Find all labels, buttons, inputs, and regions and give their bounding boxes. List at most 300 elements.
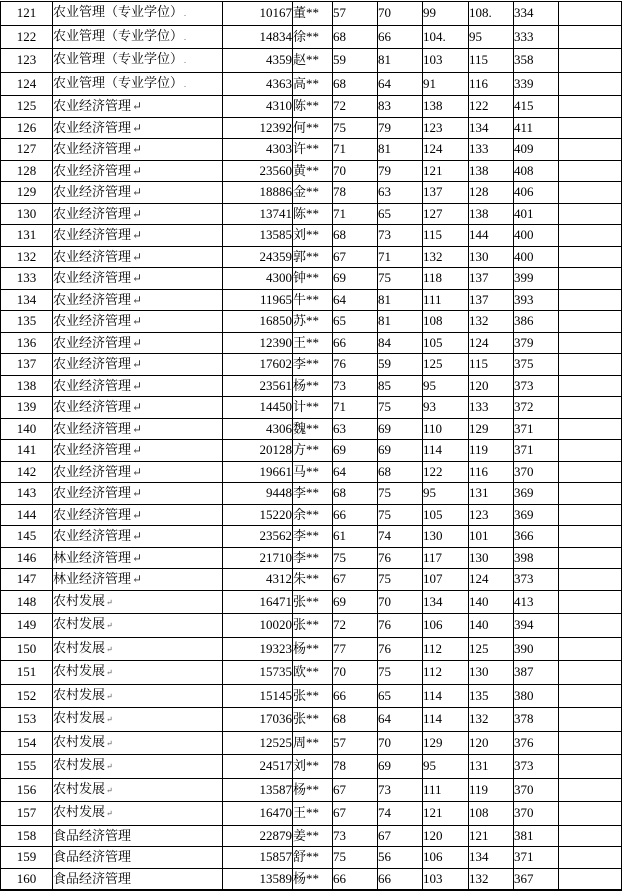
table-row bbox=[1, 483, 622, 505]
cell-score-1: 75 bbox=[333, 847, 378, 869]
cell-score-4: 144 bbox=[469, 225, 514, 247]
cell-score-3: 129 bbox=[423, 731, 469, 755]
cell-empty bbox=[559, 182, 622, 204]
cell-score-4: 101 bbox=[469, 526, 514, 548]
cell-candidate-id: 11965 bbox=[223, 289, 293, 311]
table-row bbox=[1, 569, 622, 591]
cell-program: 农业经济管理↵ bbox=[53, 268, 223, 290]
cell-score-1: 68 bbox=[333, 225, 378, 247]
cell-candidate-name: 高** bbox=[293, 72, 333, 96]
cell-score-2: 69 bbox=[378, 418, 423, 440]
table-row bbox=[1, 25, 622, 49]
cell-candidate-id: 23561 bbox=[223, 375, 293, 397]
cell-score-4: 116 bbox=[469, 72, 514, 96]
cell-score-2: 64 bbox=[378, 708, 423, 732]
cell-empty bbox=[559, 225, 622, 247]
cell-row-number: 146 bbox=[1, 547, 53, 569]
cell-total-score: 369 bbox=[514, 504, 559, 526]
cell-candidate-name: 方** bbox=[293, 440, 333, 462]
cell-row-number: 133 bbox=[1, 268, 53, 290]
cell-candidate-id: 13585 bbox=[223, 225, 293, 247]
cell-program: 农业经济管理↵ bbox=[53, 440, 223, 462]
table-row bbox=[1, 731, 622, 755]
cell-score-3: 132 bbox=[423, 246, 469, 268]
cell-program: 农业经济管理↵ bbox=[53, 418, 223, 440]
cell-total-score: 370 bbox=[514, 802, 559, 826]
cell-total-score: 378 bbox=[514, 708, 559, 732]
table-row bbox=[1, 684, 622, 708]
table-row bbox=[1, 160, 622, 182]
cell-candidate-name: 苏** bbox=[293, 311, 333, 333]
cell-score-3: 108 bbox=[423, 311, 469, 333]
cell-row-number: 121 bbox=[1, 2, 53, 26]
cell-candidate-id: 9448 bbox=[223, 483, 293, 505]
cell-row-number: 132 bbox=[1, 246, 53, 268]
cell-score-3: 122 bbox=[423, 461, 469, 483]
table-row bbox=[1, 246, 622, 268]
table-row bbox=[1, 547, 622, 569]
cell-total-score: 394 bbox=[514, 614, 559, 638]
cell-score-1: 66 bbox=[333, 684, 378, 708]
paragraph-mark: ↵ bbox=[132, 550, 143, 565]
paragraph-mark: ↵ bbox=[106, 668, 113, 677]
cell-candidate-id: 4310 bbox=[223, 96, 293, 118]
cell-score-1: 66 bbox=[333, 332, 378, 354]
cell-total-score: 373 bbox=[514, 375, 559, 397]
cell-candidate-id: 17602 bbox=[223, 354, 293, 376]
cell-candidate-id: 15735 bbox=[223, 661, 293, 685]
cell-score-3: 115 bbox=[423, 225, 469, 247]
cell-score-1: 65 bbox=[333, 311, 378, 333]
paragraph-mark: ↵ bbox=[132, 486, 143, 500]
paragraph-mark: ↵ bbox=[132, 529, 143, 543]
cell-total-score: 398 bbox=[514, 547, 559, 569]
cell-score-1: 64 bbox=[333, 461, 378, 483]
cell-score-1: 71 bbox=[333, 139, 378, 161]
table-row bbox=[1, 354, 622, 376]
cell-program: 农村发展↵ bbox=[53, 637, 223, 661]
cell-candidate-name: 陈** bbox=[293, 96, 333, 118]
cell-score-2: 68 bbox=[378, 461, 423, 483]
cell-score-3: 107 bbox=[423, 569, 469, 591]
cell-row-number: 157 bbox=[1, 802, 53, 826]
cell-row-number: 124 bbox=[1, 72, 53, 96]
cell-total-score: 387 bbox=[514, 661, 559, 685]
cell-score-4: 134 bbox=[469, 117, 514, 139]
cell-candidate-id: 18886 bbox=[223, 182, 293, 204]
cell-score-3: 106 bbox=[423, 614, 469, 638]
cell-candidate-id: 15857 bbox=[223, 847, 293, 869]
cell-score-3: 99 bbox=[423, 2, 469, 26]
cell-score-2: 75 bbox=[378, 483, 423, 505]
cell-empty bbox=[559, 461, 622, 483]
cell-candidate-name: 计** bbox=[293, 397, 333, 419]
cell-program: 农村发展↵ bbox=[53, 590, 223, 614]
cell-score-2: 69 bbox=[378, 440, 423, 462]
cell-score-1: 67 bbox=[333, 246, 378, 268]
cell-empty bbox=[559, 731, 622, 755]
cell-row-number: 127 bbox=[1, 139, 53, 161]
table-row bbox=[1, 117, 622, 139]
cell-score-4: 135 bbox=[469, 684, 514, 708]
table-row bbox=[1, 375, 622, 397]
table-row bbox=[1, 2, 622, 26]
cell-row-number: 135 bbox=[1, 311, 53, 333]
cell-empty bbox=[559, 755, 622, 779]
cell-score-3: 111 bbox=[423, 778, 469, 802]
cell-score-2: 85 bbox=[378, 375, 423, 397]
cell-score-3: 95 bbox=[423, 755, 469, 779]
cell-empty bbox=[559, 160, 622, 182]
cell-score-1: 78 bbox=[333, 182, 378, 204]
cell-empty bbox=[559, 25, 622, 49]
cell-score-2: 79 bbox=[378, 160, 423, 182]
paragraph-mark: ↵ bbox=[132, 378, 143, 393]
cell-total-score: 371 bbox=[514, 440, 559, 462]
table-row bbox=[1, 268, 622, 290]
cell-score-3: 110 bbox=[423, 418, 469, 440]
cell-score-2: 70 bbox=[378, 2, 423, 26]
cell-total-score: 406 bbox=[514, 182, 559, 204]
cell-candidate-id: 17036 bbox=[223, 708, 293, 732]
cell-score-4: 120 bbox=[469, 375, 514, 397]
cell-empty bbox=[559, 354, 622, 376]
cell-candidate-name: 黄** bbox=[293, 160, 333, 182]
cell-candidate-id: 15220 bbox=[223, 504, 293, 526]
cell-candidate-name: 王** bbox=[293, 802, 333, 826]
table-row bbox=[1, 225, 622, 247]
cell-score-3: 134 bbox=[423, 590, 469, 614]
cell-row-number: 151 bbox=[1, 661, 53, 685]
cell-score-2: 70 bbox=[378, 590, 423, 614]
cell-score-3: 117 bbox=[423, 547, 469, 569]
cell-score-2: 56 bbox=[378, 847, 423, 869]
cell-candidate-id: 13587 bbox=[223, 778, 293, 802]
cell-score-4: 125 bbox=[469, 637, 514, 661]
cell-candidate-id: 13589 bbox=[223, 868, 293, 890]
cell-candidate-id: 15145 bbox=[223, 684, 293, 708]
cell-candidate-name: 钟** bbox=[293, 268, 333, 290]
cell-score-4: 115 bbox=[469, 354, 514, 376]
cell-program: 农业经济管理↵ bbox=[53, 203, 223, 225]
cell-program: 农业管理（专业学位）. bbox=[53, 25, 223, 49]
cell-score-1: 75 bbox=[333, 547, 378, 569]
cell-program: 林业经济管理↵ bbox=[53, 547, 223, 569]
cell-row-number: 154 bbox=[1, 731, 53, 755]
cell-candidate-id: 13741 bbox=[223, 203, 293, 225]
cell-candidate-name: 王** bbox=[293, 332, 333, 354]
cell-total-score: 367 bbox=[514, 868, 559, 890]
cell-empty bbox=[559, 590, 622, 614]
cell-score-1: 72 bbox=[333, 96, 378, 118]
cell-score-2: 70 bbox=[378, 731, 423, 755]
cell-score-2: 74 bbox=[378, 802, 423, 826]
cell-program: 食品经济管理 bbox=[53, 847, 223, 869]
cell-score-3: 103 bbox=[423, 868, 469, 890]
cell-program: 农业经济管理↵ bbox=[53, 483, 223, 505]
cell-total-score: 371 bbox=[514, 847, 559, 869]
cell-score-4: 119 bbox=[469, 778, 514, 802]
cell-empty bbox=[559, 547, 622, 569]
paragraph-mark: ↵ bbox=[132, 464, 143, 479]
cell-score-1: 68 bbox=[333, 72, 378, 96]
cell-candidate-name: 舒** bbox=[293, 847, 333, 869]
cell-total-score: 400 bbox=[514, 246, 559, 268]
cell-score-1: 68 bbox=[333, 25, 378, 49]
document-page bbox=[0, 1, 622, 886]
cell-empty bbox=[559, 289, 622, 311]
table-row bbox=[1, 461, 622, 483]
cell-row-number: 139 bbox=[1, 397, 53, 419]
cell-candidate-name: 张** bbox=[293, 614, 333, 638]
cell-empty bbox=[559, 203, 622, 225]
cell-empty bbox=[559, 825, 622, 847]
table-row bbox=[1, 203, 622, 225]
cell-program: 食品经济管理 bbox=[53, 825, 223, 847]
cell-candidate-id: 4363 bbox=[223, 72, 293, 96]
cell-score-2: 76 bbox=[378, 547, 423, 569]
cell-total-score: 413 bbox=[514, 590, 559, 614]
cell-candidate-id: 23560 bbox=[223, 160, 293, 182]
cell-score-3: 123 bbox=[423, 117, 469, 139]
paragraph-mark: ↵ bbox=[132, 400, 143, 414]
cell-score-2: 63 bbox=[378, 182, 423, 204]
cell-score-3: 114 bbox=[423, 708, 469, 732]
cell-score-3: 104. bbox=[423, 25, 469, 49]
cell-score-1: 67 bbox=[333, 802, 378, 826]
cell-score-2: 75 bbox=[378, 504, 423, 526]
cell-empty bbox=[559, 72, 622, 96]
cell-candidate-id: 12525 bbox=[223, 731, 293, 755]
cell-program: 农业经济管理↵ bbox=[53, 139, 223, 161]
cell-candidate-name: 金** bbox=[293, 182, 333, 204]
cell-score-4: 130 bbox=[469, 246, 514, 268]
cell-score-1: 68 bbox=[333, 483, 378, 505]
cell-candidate-name: 姜** bbox=[293, 825, 333, 847]
cell-row-number: 141 bbox=[1, 440, 53, 462]
table-row bbox=[1, 637, 622, 661]
table-row bbox=[1, 708, 622, 732]
cell-score-4: 137 bbox=[469, 268, 514, 290]
cell-score-4: 115 bbox=[469, 49, 514, 73]
cell-score-3: 118 bbox=[423, 268, 469, 290]
cell-score-4: 132 bbox=[469, 868, 514, 890]
table-row bbox=[1, 590, 622, 614]
cell-program: 农村发展↵ bbox=[53, 614, 223, 638]
paragraph-mark: ↵ bbox=[132, 206, 143, 221]
paragraph-mark: ↵ bbox=[106, 762, 113, 771]
cell-total-score: 400 bbox=[514, 225, 559, 247]
cell-row-number: 155 bbox=[1, 755, 53, 779]
cell-candidate-name: 刘** bbox=[293, 225, 333, 247]
table-row bbox=[1, 526, 622, 548]
paragraph-mark: ↵ bbox=[132, 249, 143, 264]
cell-empty bbox=[559, 139, 622, 161]
cell-score-3: 91 bbox=[423, 72, 469, 96]
cell-candidate-id: 10167 bbox=[223, 2, 293, 26]
cell-total-score: 339 bbox=[514, 72, 559, 96]
cell-candidate-name: 杨** bbox=[293, 637, 333, 661]
cell-row-number: 159 bbox=[1, 847, 53, 869]
cell-candidate-name: 赵** bbox=[293, 49, 333, 73]
cell-candidate-id: 24359 bbox=[223, 246, 293, 268]
cell-total-score: 399 bbox=[514, 268, 559, 290]
cell-score-2: 66 bbox=[378, 25, 423, 49]
cell-empty bbox=[559, 637, 622, 661]
cell-empty bbox=[559, 96, 622, 118]
score-table-body bbox=[1, 2, 622, 891]
cell-program: 农业经济管理↵ bbox=[53, 96, 223, 118]
cell-empty bbox=[559, 614, 622, 638]
cell-total-score: 401 bbox=[514, 203, 559, 225]
cell-score-4: 138 bbox=[469, 203, 514, 225]
table-row bbox=[1, 868, 622, 890]
cell-candidate-name: 刘** bbox=[293, 755, 333, 779]
table-row bbox=[1, 614, 622, 638]
cell-program: 农业经济管理↵ bbox=[53, 246, 223, 268]
cell-score-1: 57 bbox=[333, 731, 378, 755]
cell-empty bbox=[559, 868, 622, 890]
cell-total-score: 371 bbox=[514, 418, 559, 440]
cell-empty bbox=[559, 847, 622, 869]
cell-score-4: 128 bbox=[469, 182, 514, 204]
cell-candidate-name: 何** bbox=[293, 117, 333, 139]
cell-score-4: 133 bbox=[469, 397, 514, 419]
cell-candidate-name: 郭** bbox=[293, 246, 333, 268]
cell-score-2: 73 bbox=[378, 778, 423, 802]
cell-program: 农业管理（专业学位）. bbox=[53, 49, 223, 73]
cell-candidate-name: 牛** bbox=[293, 289, 333, 311]
cell-score-1: 59 bbox=[333, 49, 378, 73]
cell-row-number: 152 bbox=[1, 684, 53, 708]
table-row bbox=[1, 96, 622, 118]
table-row bbox=[1, 661, 622, 685]
cell-row-number: 140 bbox=[1, 418, 53, 440]
cell-row-number: 149 bbox=[1, 614, 53, 638]
cell-candidate-id: 12390 bbox=[223, 332, 293, 354]
paragraph-mark: ↵ bbox=[106, 691, 113, 701]
cell-score-2: 75 bbox=[378, 569, 423, 591]
cell-score-2: 84 bbox=[378, 332, 423, 354]
cell-program: 农村发展↵ bbox=[53, 755, 223, 779]
cell-score-3: 93 bbox=[423, 397, 469, 419]
cell-program: 食品经济管理 bbox=[53, 868, 223, 890]
paragraph-mark: ↵ bbox=[132, 142, 143, 156]
cell-score-1: 71 bbox=[333, 397, 378, 419]
cell-program: 农村发展↵ bbox=[53, 802, 223, 826]
cell-candidate-id: 12392 bbox=[223, 117, 293, 139]
table-row bbox=[1, 72, 622, 96]
cell-score-4: 140 bbox=[469, 590, 514, 614]
paragraph-mark: ↵ bbox=[106, 597, 113, 607]
cell-candidate-id: 4312 bbox=[223, 569, 293, 591]
cell-score-4: 121 bbox=[469, 825, 514, 847]
paragraph-mark: ↵ bbox=[106, 621, 113, 630]
cell-program: 农村发展↵ bbox=[53, 708, 223, 732]
cell-score-3: 127 bbox=[423, 203, 469, 225]
cell-score-3: 106 bbox=[423, 847, 469, 869]
paragraph-mark: ↵ bbox=[132, 99, 143, 113]
cell-empty bbox=[559, 708, 622, 732]
cell-empty bbox=[559, 49, 622, 73]
paragraph-mark: ↵ bbox=[132, 314, 143, 328]
cell-row-number: 143 bbox=[1, 483, 53, 505]
cell-row-number: 142 bbox=[1, 461, 53, 483]
cell-empty bbox=[559, 375, 622, 397]
cell-total-score: 373 bbox=[514, 569, 559, 591]
cell-program: 农业经济管理↵ bbox=[53, 160, 223, 182]
table-row bbox=[1, 440, 622, 462]
cell-row-number: 158 bbox=[1, 825, 53, 847]
cell-candidate-name: 欧** bbox=[293, 661, 333, 685]
cell-score-4: 95 bbox=[469, 25, 514, 49]
paragraph-mark: . bbox=[184, 9, 187, 18]
cell-row-number: 126 bbox=[1, 117, 53, 139]
cell-program: 农业经济管理↵ bbox=[53, 375, 223, 397]
paragraph-mark: ↵ bbox=[132, 507, 143, 522]
cell-program: 林业经济管理↵ bbox=[53, 569, 223, 591]
cell-score-1: 69 bbox=[333, 268, 378, 290]
cell-row-number: 160 bbox=[1, 868, 53, 890]
cell-score-1: 69 bbox=[333, 440, 378, 462]
paragraph-mark: ↵ bbox=[106, 809, 113, 818]
paragraph-mark: ↵ bbox=[132, 443, 143, 457]
cell-empty bbox=[559, 117, 622, 139]
cell-score-2: 81 bbox=[378, 289, 423, 311]
cell-score-3: 138 bbox=[423, 96, 469, 118]
cell-program: 农业管理（专业学位）. bbox=[53, 72, 223, 96]
cell-total-score: 390 bbox=[514, 637, 559, 661]
cell-row-number: 137 bbox=[1, 354, 53, 376]
cell-score-4: 132 bbox=[469, 708, 514, 732]
cell-program: 农业经济管理↵ bbox=[53, 461, 223, 483]
cell-total-score: 393 bbox=[514, 289, 559, 311]
table-row bbox=[1, 289, 622, 311]
table-row bbox=[1, 825, 622, 847]
cell-empty bbox=[559, 268, 622, 290]
cell-row-number: 148 bbox=[1, 590, 53, 614]
paragraph-mark: ↵ bbox=[132, 335, 143, 350]
cell-total-score: 370 bbox=[514, 778, 559, 802]
cell-candidate-name: 李** bbox=[293, 483, 333, 505]
paragraph-mark: ↵ bbox=[132, 271, 143, 285]
cell-score-3: 103 bbox=[423, 49, 469, 73]
table-row bbox=[1, 778, 622, 802]
cell-score-1: 73 bbox=[333, 825, 378, 847]
score-table bbox=[0, 1, 622, 891]
table-row bbox=[1, 332, 622, 354]
cell-score-1: 67 bbox=[333, 569, 378, 591]
cell-candidate-id: 16850 bbox=[223, 311, 293, 333]
cell-program: 农业经济管理↵ bbox=[53, 225, 223, 247]
cell-candidate-name: 董** bbox=[293, 2, 333, 26]
cell-score-4: 120 bbox=[469, 731, 514, 755]
cell-candidate-name: 杨** bbox=[293, 375, 333, 397]
cell-candidate-id: 4306 bbox=[223, 418, 293, 440]
cell-score-4: 140 bbox=[469, 614, 514, 638]
paragraph-mark: . bbox=[184, 79, 187, 89]
cell-row-number: 147 bbox=[1, 569, 53, 591]
paragraph-mark: ↵ bbox=[106, 715, 113, 724]
cell-program: 农业经济管理↵ bbox=[53, 311, 223, 333]
cell-row-number: 131 bbox=[1, 225, 53, 247]
cell-candidate-id: 4303 bbox=[223, 139, 293, 161]
cell-score-1: 57 bbox=[333, 2, 378, 26]
cell-empty bbox=[559, 311, 622, 333]
paragraph-mark: ↵ bbox=[106, 738, 113, 748]
cell-total-score: 376 bbox=[514, 731, 559, 755]
cell-score-2: 76 bbox=[378, 614, 423, 638]
